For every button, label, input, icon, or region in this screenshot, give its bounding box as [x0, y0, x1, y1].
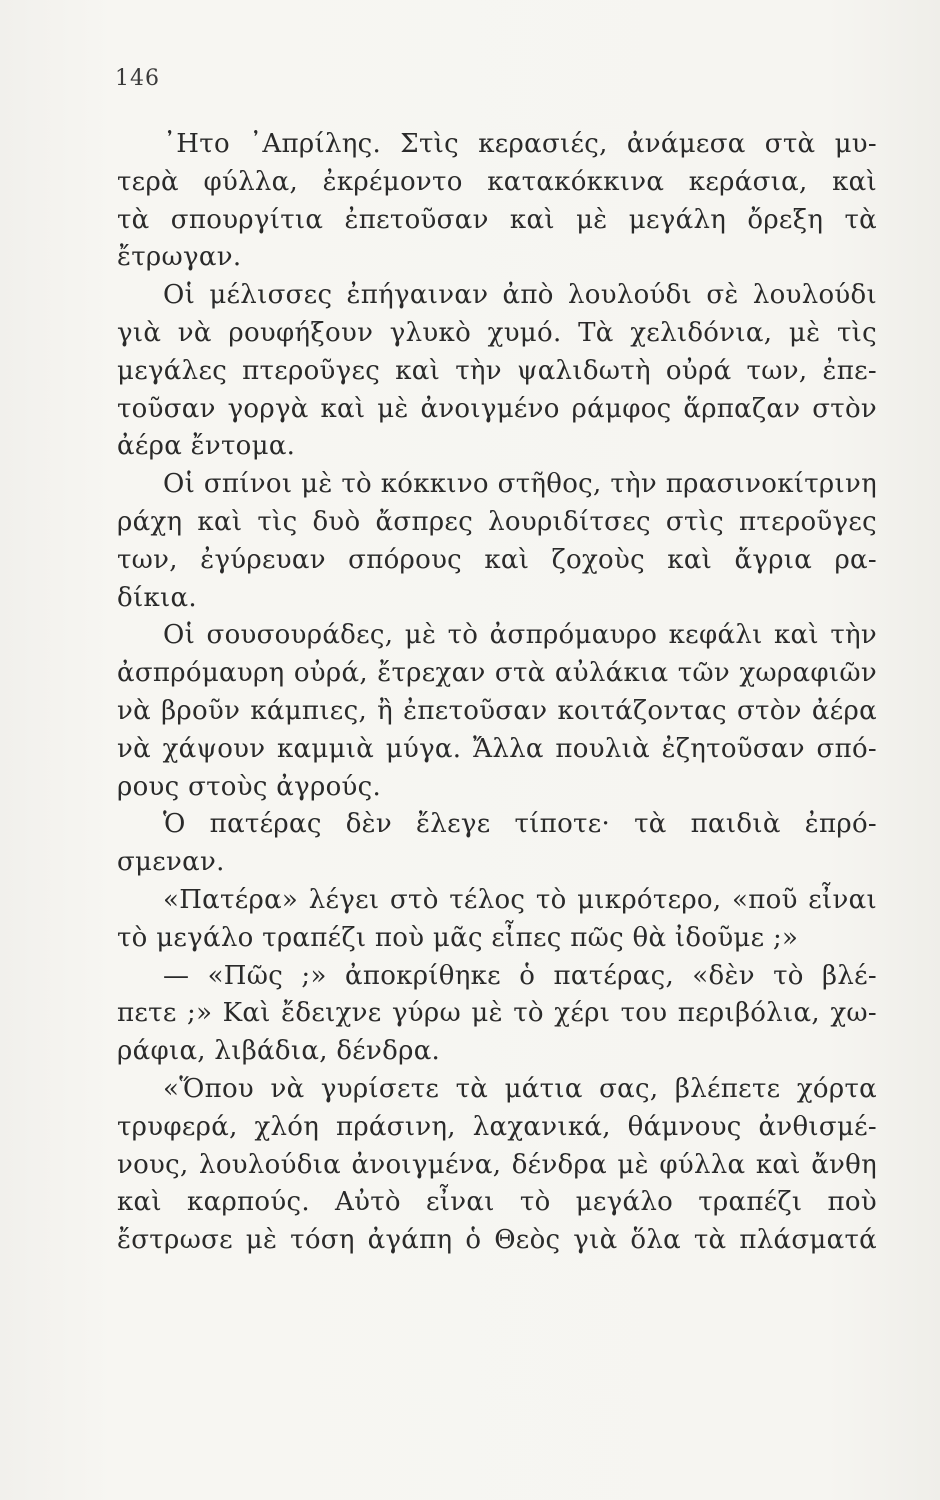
text-line: τὰ σπουργίτια ἐπετοῦσαν καὶ μὲ μεγάλη ὄρεξη τὰ	[117, 204, 877, 235]
text-line: Οἱ σουσουράδες, μὲ τὸ ἀσπρόμαυρο κεφάλι καὶ τὴν	[163, 620, 877, 651]
text-line: ράφια, λιβάδια, δένδρα.	[117, 1036, 441, 1067]
text-line: ἀέρα ἔντομα.	[117, 431, 296, 462]
text-line: σμεναν.	[117, 847, 225, 878]
text-line: ἀσπρόμαυρη οὐρά, ἔτρεχαν στὰ αὐλάκια τῶν χωραφιῶν	[117, 658, 877, 689]
text-line: ᾿Ητο ᾿Απρίλης. Στὶς κερασιές, ἀνάμεσα στὰ μυ-	[163, 129, 877, 159]
text-line: Οἱ μέλισσες ἐπήγαιναν ἀπὸ λουλούδι σὲ λουλούδι	[163, 280, 877, 311]
text-line: τὸ μεγάλο τραπέζι ποὺ μᾶς εἶπες πῶς θὰ ἰδοῦμε ;»	[117, 922, 799, 953]
text-line: «Ὅπου νὰ γυρίσετε τὰ μάτια σας, βλέπετε χόρτα	[163, 1073, 877, 1104]
text-line: «Πατέρα» λέγει στὸ τέλος τὸ μικρότερο, «ποῦ εἶναι	[163, 884, 877, 915]
text-line: τρυφερά, χλόη πράσινη, λαχανικά, θάμνους ἀνθισμέ-	[117, 1111, 877, 1142]
text-line: Οἱ σπίνοι μὲ τὸ κόκκινο στῆθος, τὴν πρασινοκίτρινη	[163, 469, 877, 500]
text-line: νὰ χάψουν καμμιὰ μύγα. Ἄλλα πουλιὰ ἐζητοῦσαν σπό-	[117, 733, 877, 764]
text-line: ρους στοὺς ἀγρούς.	[117, 771, 382, 802]
text-line: τερὰ φύλλα, ἐκρέμοντο κατακόκκινα κεράσια, καὶ	[117, 166, 877, 197]
text-line: νὰ βροῦν κάμπιες, ἢ ἐπετοῦσαν κοιτάζοντας στὸν ἀέρα	[117, 695, 877, 726]
text-line: δίκια.	[117, 582, 197, 613]
text-line: ἔτρωγαν.	[117, 242, 242, 273]
text-line: — «Πῶς ;» ἀποκρίθηκε ὁ πατέρας, «δὲν τὸ βλέ-	[163, 960, 877, 991]
text-line: των, ἐγύρευαν σπόρους καὶ ζοχοὺς καὶ ἄγρια ρα-	[117, 544, 877, 575]
text-line: γιὰ νὰ ρουφήξουν γλυκὸ χυμό. Τὰ χελιδόνια, μὲ τὶς	[117, 317, 877, 348]
text-line: ἔστρωσε μὲ τόση ἀγάπη ὁ Θεὸς γιὰ ὅλα τὰ πλάσματά	[117, 1225, 877, 1256]
page-number: 146	[115, 66, 160, 91]
text-line: Ὁ πατέρας δὲν ἔλεγε τίποτε· τὰ παιδιὰ ἐπρό-	[163, 809, 877, 840]
text-line: ράχη καὶ τὶς δυὸ ἄσπρες λουριδίτσες στὶς πτεροῦγες	[117, 506, 877, 537]
body-text	[117, 126, 877, 1260]
text-line: νους, λουλούδια ἀνοιγμένα, δένδρα μὲ φύλλα καὶ ἄνθη	[117, 1149, 877, 1180]
text-line: πετε ;» Καὶ ἔδειχνε γύρω μὲ τὸ χέρι του περιβόλια, χω-	[117, 998, 877, 1029]
text-line: μεγάλες πτεροῦγες καὶ τὴν ψαλιδωτὴ οὐρά των, ἐπε-	[117, 355, 877, 386]
text-line: καὶ καρπούς. Αὐτὸ εἶναι τὸ μεγάλο τραπέζι ποὺ	[117, 1187, 877, 1218]
text-line: τοῦσαν γοργὰ καὶ μὲ ἀνοιγμένο ράμφος ἅρπαζαν στὸν	[117, 393, 877, 424]
